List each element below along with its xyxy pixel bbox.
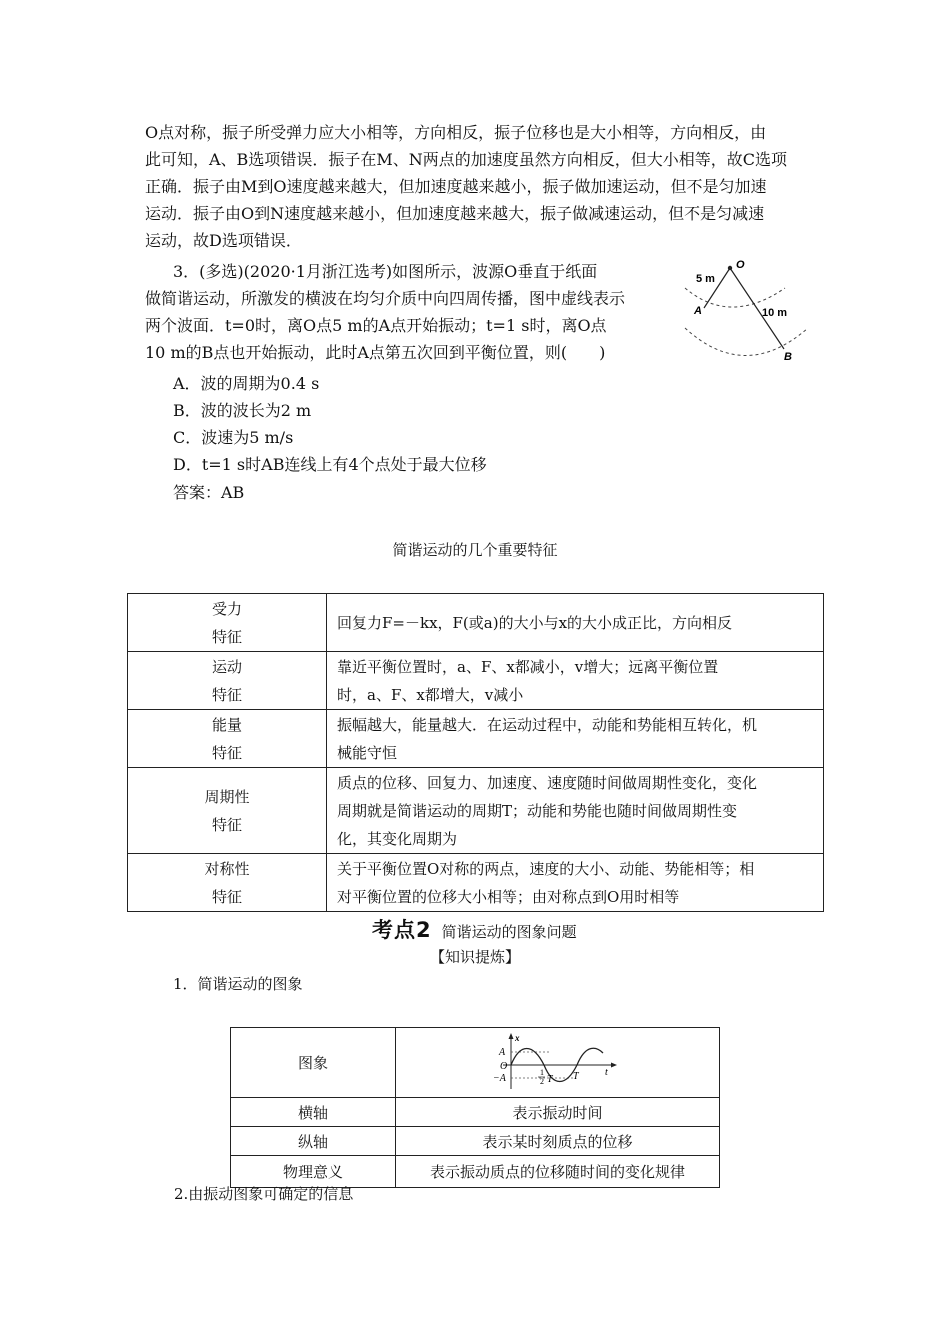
key-line: 特征 [211, 685, 242, 704]
label-half-num: 1 [539, 1067, 544, 1077]
value-line: 对平衡位置的位移大小相等；由对称点到O用时相等 [337, 887, 680, 906]
key-line: 受力 [211, 599, 242, 618]
question-line: 做简谐运动，所激发的横波在均匀介质中向四周传播，图中虚线表示 [145, 289, 626, 308]
label-5m: 5 m [696, 273, 715, 285]
table-row [128, 854, 824, 912]
key-line: 能量 [211, 715, 242, 734]
row-value [327, 854, 824, 912]
option-a: A．波的周期为0.4 s [173, 374, 320, 393]
row-value: 表示振动时间 [396, 1098, 720, 1127]
paragraph-line: 运动，故D选项错误． [145, 231, 302, 250]
kaodian-label: 考点2 [372, 918, 432, 942]
sine-graph [493, 1031, 623, 1095]
table-row [231, 1098, 720, 1127]
label-t: t [604, 1066, 608, 1078]
wave-source-figure [680, 258, 815, 368]
key-line: 特征 [211, 627, 242, 646]
value-line: 质点的位移、回复力、加速度、速度随时间做周期性变化，变化 [337, 773, 758, 792]
key-line: 特征 [211, 887, 242, 906]
row-value [327, 710, 824, 768]
label-A: A [498, 1046, 505, 1058]
label-half-den: 2 [539, 1076, 544, 1086]
value-line: 关于平衡位置O对称的两点，速度的大小、动能、势能相等；相 [337, 859, 755, 878]
table-row [128, 710, 824, 768]
value-line: 械能守恒 [337, 743, 398, 762]
paragraph-line: 正确．振子由M到O速度越来越大，但加速度越来越小，振子做加速运动，但不是匀加速 [145, 177, 767, 196]
paragraph-line: 此可知，A、B选项错误．振子在M、N两点的加速度虽然方向相反，但大小相等，故C选项 [145, 150, 787, 169]
key-line: 周期性 [204, 787, 250, 806]
graph-table [230, 1027, 720, 1188]
value-line: 靠近平衡位置时，a、F、x都减小，v增大；远离平衡位置 [337, 657, 719, 676]
label-O: O [499, 1060, 507, 1072]
question-line: 两个波面．t=0时，离O点5 m的A点开始振动；t=1 s时，离O点 [145, 316, 607, 335]
row-value [327, 652, 824, 710]
label-B: B [784, 351, 792, 363]
row-key [128, 594, 327, 652]
row-key [128, 710, 327, 768]
item-1: 1．简谐运动的图象 [173, 975, 303, 993]
label-10m: 10 m [762, 307, 788, 319]
row-key: 图象 [231, 1028, 396, 1098]
key-line: 运动 [211, 657, 242, 676]
table-row [231, 1156, 720, 1188]
label-A: A [694, 305, 702, 317]
row-key: 物理意义 [231, 1156, 396, 1188]
section-heading [372, 914, 577, 944]
key-line: 特征 [211, 743, 242, 762]
value-line: 振幅越大，能量越大．在运动过程中，动能和势能相互转化，机 [337, 715, 758, 734]
features-table [127, 593, 824, 912]
question-line: 10 m的B点也开始振动，此时A点第五次回到平衡位置，则( ) [145, 343, 606, 362]
knowledge-label: 【知识提炼】 [429, 948, 520, 966]
key-line: 对称性 [204, 859, 250, 878]
paragraph-line: 运动．振子由O到N速度越来越小，但加速度越来越大，振子做减速运动，但不是匀减速 [145, 204, 765, 223]
value-line: 回复力F=－kx，F(或a)的大小与x的大小成正比，方向相反 [337, 613, 733, 632]
table-row [128, 768, 824, 854]
option-c: C．波速为5 m/s [173, 428, 294, 447]
table-row [231, 1028, 720, 1098]
label-O: O [736, 259, 745, 271]
item-2: 2.由振动图象可确定的信息 [174, 1185, 354, 1203]
option-b: B．波的波长为2 m [173, 401, 312, 420]
row-value: 表示某时刻质点的位移 [396, 1127, 720, 1156]
x-arrow [611, 1062, 617, 1067]
table-row [128, 652, 824, 710]
table-row [128, 594, 824, 652]
key-line: 特征 [211, 815, 242, 834]
question-line: 3．(多选)(2020·1月浙江选考)如图所示，波源O垂直于纸面 [173, 262, 598, 281]
label-half-T: T [546, 1073, 553, 1085]
row-key [128, 652, 327, 710]
kaodian-title: 简谐运动的图象问题 [441, 923, 577, 941]
answer: 答案：AB [173, 483, 245, 502]
label-x: x [514, 1032, 519, 1043]
table-row [231, 1127, 720, 1156]
row-key [128, 854, 327, 912]
y-arrow [508, 1033, 513, 1039]
source-point [728, 266, 732, 270]
label-T: T [572, 1070, 579, 1082]
table-title: 简谐运动的几个重要特征 [392, 541, 558, 559]
row-value [327, 768, 824, 854]
row-value: 表示振动质点的位移随时间的变化规律 [396, 1156, 720, 1188]
value-line: 周期就是简谐运动的周期T；动能和势能也随时间做周期性变 [337, 801, 738, 820]
paragraph-line: O点对称，振子所受弹力应大小相等，方向相反，振子位移也是大小相等，方向相反，由 [145, 123, 767, 142]
label-negA: −A [492, 1072, 506, 1084]
value-line: 时，a、F、x都增大，v减小 [337, 685, 524, 704]
row-key: 纵轴 [231, 1127, 396, 1156]
row-key: 横轴 [231, 1098, 396, 1127]
row-key [128, 768, 327, 854]
option-d: D．t=1 s时AB连线上有4个点处于最大位移 [173, 455, 487, 474]
row-value [327, 594, 824, 652]
value-line: 化，其变化周期为 [337, 829, 458, 848]
graph-cell [396, 1028, 720, 1098]
